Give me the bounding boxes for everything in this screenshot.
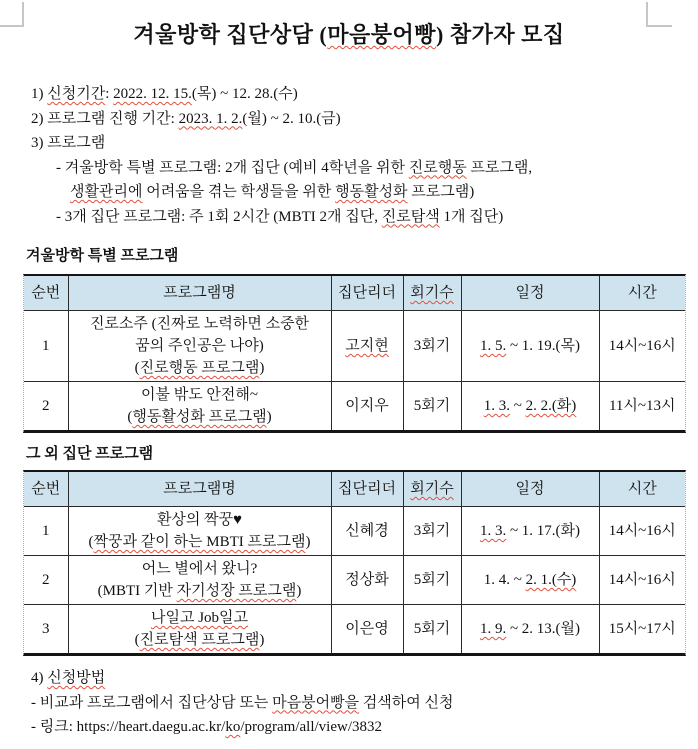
section-heading-special-programs: 겨울방학 특별 프로그램 — [26, 248, 179, 264]
program-name-part: ) — [259, 360, 265, 376]
program-name-part: ( — [88, 534, 94, 550]
cell-time: 15시~17시 — [599, 605, 685, 654]
intro-word: 프로그램, — [466, 159, 533, 176]
intro-bullet-special-programs — [31, 156, 671, 181]
cell-sessions: 5회기 — [403, 556, 461, 605]
program-link-part: https://heart.daegu.ac.kr/ — [76, 719, 226, 735]
schedule-part: 1. 3. — [483, 398, 510, 414]
apply-instruction-line — [31, 691, 671, 716]
intro-word: 행동활성화 — [335, 184, 408, 200]
intro-bullet-group-programs — [31, 205, 671, 230]
cell-sessions: 5회기 — [403, 605, 461, 654]
apply-section — [31, 666, 671, 740]
schedule-part: 2. 2.(화) — [525, 398, 577, 414]
col-header-no: 순번 — [24, 276, 68, 311]
cell-leader: 신혜경 — [331, 507, 403, 556]
program-name-part: 짝꿍과 같이 하는 MBTI 프로그램 — [93, 534, 306, 550]
intro-word: 3) 프로그램 — [31, 135, 106, 151]
schedule-part: 1. 4. ~ — [483, 572, 526, 588]
program-name-line — [70, 607, 330, 629]
cell-sessions: 5회기 — [403, 382, 461, 431]
cell-leader — [331, 311, 403, 382]
cell-time: 14시~16시 — [599, 507, 685, 556]
col-header-schedule: 일정 — [461, 276, 599, 311]
program-name-line — [70, 580, 330, 602]
page-title — [0, 18, 698, 49]
cell-schedule — [461, 382, 599, 431]
leader-name: 고지현 — [345, 338, 389, 354]
cell-schedule — [461, 556, 599, 605]
program-name-line: 꿈의 주인공은 나야) — [135, 338, 264, 354]
schedule-part: ~ 2. 13.(월) — [506, 621, 581, 637]
intro-line-program — [31, 131, 671, 156]
intro-word: 프로그램) — [407, 184, 475, 200]
cell-program-name — [68, 507, 331, 556]
cell-no: 2 — [24, 382, 68, 431]
special-programs-table — [23, 274, 686, 433]
cell-no: 2 — [24, 556, 68, 605]
other-programs-table — [23, 470, 686, 656]
title-brand-text: 마음붕어빵 — [327, 22, 436, 47]
intro-date: (월) ~ 2. 10.(금) — [242, 110, 341, 127]
intro-word: 생활관리에 — [70, 184, 143, 200]
cell-time: 14시~16시 — [599, 311, 685, 382]
intro-date: 2022. 12. 15. — [113, 86, 192, 102]
intro-word: 2) 프로그램 진행 기간: — [31, 110, 179, 127]
table-header-row — [24, 276, 685, 311]
list-number: 4) — [31, 670, 48, 686]
program-name-part: ) — [305, 534, 311, 550]
cell-program-name — [68, 311, 331, 382]
title-text-pre: 겨울방학 집단상담 ( — [133, 22, 328, 47]
cell-no: 3 — [24, 605, 68, 654]
table-row — [24, 311, 685, 382]
schedule-part: ~ 1. 17.(화) — [506, 523, 581, 539]
intro-line-application-period — [31, 82, 671, 107]
program-name-part: ) — [266, 409, 272, 425]
program-name-line — [70, 531, 330, 553]
program-name-line: 이불 밖도 안전해~ — [140, 387, 259, 403]
schedule-part: 1. 5. — [479, 338, 507, 354]
list-number: 1) — [31, 86, 48, 102]
intro-date: 2023. 1. 2. — [178, 110, 243, 127]
cell-leader: 이지우 — [331, 382, 403, 431]
program-name-part: 나일고 Job일고 — [150, 610, 249, 626]
apply-heading-text: 신청방법 — [47, 670, 106, 686]
cell-time: 14시~16시 — [599, 556, 685, 605]
program-name-part: 진로행동 프로그램 — [139, 360, 260, 376]
intro-word: 어려움을 겪는 학생들을 위한 — [142, 184, 336, 200]
program-name-line — [70, 629, 330, 651]
col-header-sessions — [403, 276, 461, 311]
link-label: - 링크: — [31, 719, 77, 735]
schedule-part: 2. 1.(수) — [525, 572, 577, 588]
program-name-part: ) — [259, 632, 265, 648]
cell-schedule — [461, 605, 599, 654]
program-name-line — [70, 406, 330, 428]
cell-sessions: 3회기 — [403, 311, 461, 382]
program-name-part: ( — [134, 360, 140, 376]
program-name-part: ( — [134, 632, 140, 648]
table-header-row — [24, 472, 685, 507]
schedule-part: ~ — [509, 398, 526, 414]
col-header-leader: 집단리더 — [331, 276, 403, 311]
col-header-sessions-label: 회기수 — [410, 481, 454, 497]
table-row — [24, 605, 685, 654]
col-header-program-name: 프로그램명 — [68, 472, 331, 507]
cell-schedule — [461, 507, 599, 556]
col-header-time: 시간 — [599, 276, 685, 311]
col-header-no: 순번 — [24, 472, 68, 507]
intro-word: - 3개 집단 프로그램: 주 1회 2시간 (MBTI 2개 집단, — [56, 208, 382, 225]
apply-word: 마음붕어빵을 — [272, 694, 360, 711]
program-name-part: (MBTI 기반 — [97, 583, 177, 599]
cell-no: 1 — [24, 507, 68, 556]
intro-word: : — [105, 86, 114, 102]
intro-word: - 겨울방학 특별 프로그램: 2개 집단 (예비 4학년을 위한 — [56, 159, 409, 176]
apply-word: 검색하여 신청 — [359, 694, 454, 711]
program-name-part: 진로탐색 프로그램 — [139, 632, 260, 648]
program-name-part: 자기성장 프로그램 — [176, 583, 297, 599]
apply-word: - 비교과 프로그램에서 집단상담 또는 — [31, 694, 273, 711]
cell-schedule — [461, 311, 599, 382]
program-name-part: 행동활성화 프로그램 — [132, 409, 267, 425]
program-link-part: ko — [225, 719, 241, 735]
cell-sessions: 3회기 — [403, 507, 461, 556]
cell-program-name — [68, 605, 331, 654]
col-header-leader: 집단리더 — [331, 472, 403, 507]
cell-leader: 정상화 — [331, 556, 403, 605]
schedule-part: 1. 3. — [479, 523, 507, 539]
intro-line-program-period — [31, 107, 671, 132]
cell-time: 11시~13시 — [599, 382, 685, 431]
intro-list — [31, 82, 671, 229]
program-name-part: ) — [296, 583, 302, 599]
program-name-line: 어느 별에서 왔니? — [141, 561, 258, 577]
intro-word: 진로탐색 — [381, 208, 440, 225]
cell-program-name — [68, 556, 331, 605]
program-name-line: 진로소주 (진짜로 노력하면 소중한 — [89, 316, 310, 332]
col-header-program-name: 프로그램명 — [68, 276, 331, 311]
cell-program-name — [68, 382, 331, 431]
program-name-part: ( — [127, 409, 133, 425]
intro-word: 신청기간 — [47, 86, 106, 102]
program-link[interactable] — [77, 719, 382, 735]
program-name-line: 환상의 짝꿍♥ — [156, 512, 243, 528]
col-header-schedule: 일정 — [461, 472, 599, 507]
section-heading-other-programs: 그 외 집단 프로그램 — [26, 446, 154, 462]
program-name-line — [70, 357, 330, 379]
table-row — [24, 507, 685, 556]
intro-word: 진로행동 — [408, 159, 467, 176]
cell-leader: 이은영 — [331, 605, 403, 654]
col-header-sessions — [403, 472, 461, 507]
intro-word: 1개 집단) — [439, 208, 504, 225]
schedule-part: 1. 9. — [479, 621, 507, 637]
apply-link-line — [31, 715, 671, 740]
cell-no: 1 — [24, 311, 68, 382]
title-text-post: ) 참가자 모집 — [436, 22, 565, 47]
program-link-part: /program/all/view/3832 — [240, 719, 382, 735]
col-header-sessions-label: 회기수 — [410, 285, 454, 301]
apply-heading-line — [31, 666, 671, 691]
intro-date: (목) ~ 12. 28.(수) — [191, 86, 298, 102]
col-header-time: 시간 — [599, 472, 685, 507]
table-row — [24, 382, 685, 431]
intro-bullet-special-programs-cont — [31, 180, 671, 205]
table-row — [24, 556, 685, 605]
schedule-part: ~ 1. 19.(목) — [506, 338, 581, 354]
